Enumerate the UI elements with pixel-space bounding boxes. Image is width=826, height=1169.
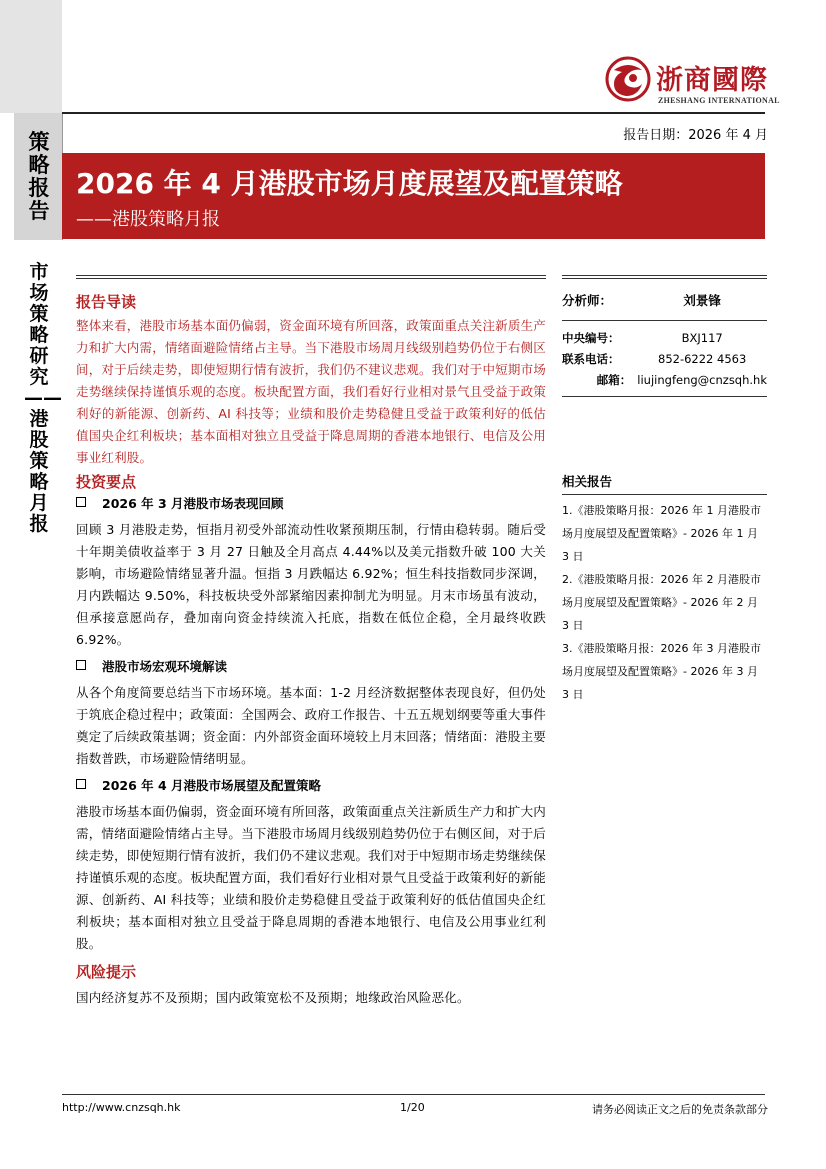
email-label: 邮箱： <box>596 372 632 387</box>
footer-url[interactable]: http://www.cnzsqh.hk <box>62 1101 181 1114</box>
bullet-box-icon <box>76 660 86 670</box>
risk-text: 国内经济复苏不及预期；国内政策宽松不及预期；地缘政治风险恶化。 <box>76 990 470 1005</box>
analyst-row <box>562 369 767 390</box>
page-number: 1/20 <box>400 1101 425 1114</box>
point-title: 2026 年 3 月港股市场表现回顾 <box>102 496 284 511</box>
brand-logo <box>604 56 780 112</box>
analyst-label: 分析师： <box>562 293 613 308</box>
main-content <box>76 275 546 1009</box>
brand-name-en: ZHESHANG INTERNATIONAL <box>658 96 780 105</box>
analyst-table <box>562 287 767 390</box>
point-heading <box>76 493 546 515</box>
related-rule <box>562 494 767 495</box>
brand-name-cn: 浙商國際 <box>656 65 768 96</box>
report-subtitle: ——港股策略月报 <box>76 209 220 230</box>
report-series-label: 市场策略研究——港股策略月报 <box>24 261 62 535</box>
report-date: 报告日期：2026 年 4 月 <box>623 128 768 143</box>
point-text: 从各个角度简要总结当下市场环境。基本面：1-2 月经济数据整体表现良好，但仍处于筑底企稳过程中；政策面：全国两会、政府工作报告、十五五规划纲要等重大事件奠定了后续政策基调；资金面：内外部资金面环境较上月末回落；情绪面：港股主要指数普跌，市场避险情绪明显。 <box>76 685 546 766</box>
point-heading <box>76 775 546 797</box>
license-label: 中央编号： <box>562 330 620 345</box>
analyst-info <box>562 275 767 706</box>
intro-heading: 报告导读 <box>76 293 137 311</box>
report-title: 2026 年 4 月港股市场月度展望及配置策略 <box>76 167 623 200</box>
point-text: 回顾 3 月港股走势，恒指月初受外部流动性收紧预期压制，行情由稳转弱。随后受十年期美债收益率于 3 月 27 日触及全月高点 4.44%以及美元指数升破 100 大关影响，市场避险情绪显著升温。恒指 3 月跌幅达 6.92%；恒生科技指数同步深调，月内跌幅达 9.50%，科技板块受外部紧缩因素抑制尤为明显。月末市场虽有波动，但承接意愿尚存，叠加南向资金持续流入托底，指数在低位企稳，全月最终收跌 6.92%。 <box>76 522 546 647</box>
phone-label: 联系电话： <box>562 351 620 366</box>
license-number: BXJ117 <box>681 330 723 345</box>
footer-rule <box>62 1094 765 1095</box>
bullet-box-icon <box>76 497 86 507</box>
analyst-row <box>562 348 767 369</box>
investment-heading: 投资要点 <box>76 473 137 491</box>
footer-disclaimer: 请务必阅读正文之后的免责条款部分 <box>592 1103 768 1116</box>
brand-logo-icon <box>604 56 652 102</box>
point-heading <box>76 656 546 678</box>
intro-text: 整体来看，港股市场基本面仍偏弱，资金面环境有所回落，政策面重点关注新质生产力和扩大内需，情绪面避险情绪占主导。当下港股市场周月线级别趋势仍位于右侧区间，对于后续走势，即使短期行情有波折，我们仍不建议悲观。我们对于中短期市场走势继续保持谨慎乐观的态度。板块配置方面，我们看好行业相对景气且受益于政策利好的新能源、创新药、AI 科技等；业绩和股价走势稳健且受益于政策利好的低估值国央企红利板块；基本面相对独立且受益于降息周期的香港本地银行、电信及公用事业红利股。 <box>76 318 546 465</box>
phone-number: 852-6222 4563 <box>658 351 747 366</box>
sidebar-top-panel <box>0 0 62 113</box>
report-category-label: 策略报告 <box>28 130 50 223</box>
header-rule <box>62 112 765 114</box>
info-rule <box>562 320 767 321</box>
related-list <box>562 499 767 706</box>
point-text: 港股市场基本面仍偏弱，资金面环境有所回落，政策面重点关注新质生产力和扩大内需，情绪面避险情绪占主导。当下港股市场周月线级别趋势仍位于右侧区间，对于后续走势，即使短期行情有波折，我们仍不建议悲观。我们对于中短期市场走势继续保持谨慎乐观的态度。板块配置方面，我们看好行业相对景气且受益于政策利好的新能源、创新药、AI 科技等；业绩和股价走势稳健且受益于政策利好的低估值国央企红利板块；基本面相对独立且受益于降息周期的香港本地银行、电信及公用事业红利股。 <box>76 804 546 951</box>
related-heading: 相关报告 <box>562 474 613 489</box>
point-title: 港股市场宏观环境解读 <box>102 659 228 674</box>
related-report-item[interactable]: 3.《港股策略月报：2026 年 3 月港股市场月度展望及配置策略》- 2026 年 3 月 3 日 <box>562 642 761 701</box>
point-title: 2026 年 4 月港股市场展望及配置策略 <box>102 778 322 793</box>
related-report-item[interactable]: 2.《港股策略月报：2026 年 2 月港股市场月度展望及配置策略》- 2026 年 2 月 3 日 <box>562 573 761 632</box>
risk-heading: 风险提示 <box>76 963 137 981</box>
analyst-name: 刘景锋 <box>683 293 721 308</box>
bullet-box-icon <box>76 779 86 789</box>
analyst-row <box>562 327 767 348</box>
related-report-item[interactable]: 1.《港股策略月报：2026 年 1 月港股市场月度展望及配置策略》- 2026 年 1 月 3 日 <box>562 504 761 563</box>
email-address[interactable]: liujingfeng@cnzsqh.hk <box>637 372 767 387</box>
analyst-row <box>562 287 767 313</box>
